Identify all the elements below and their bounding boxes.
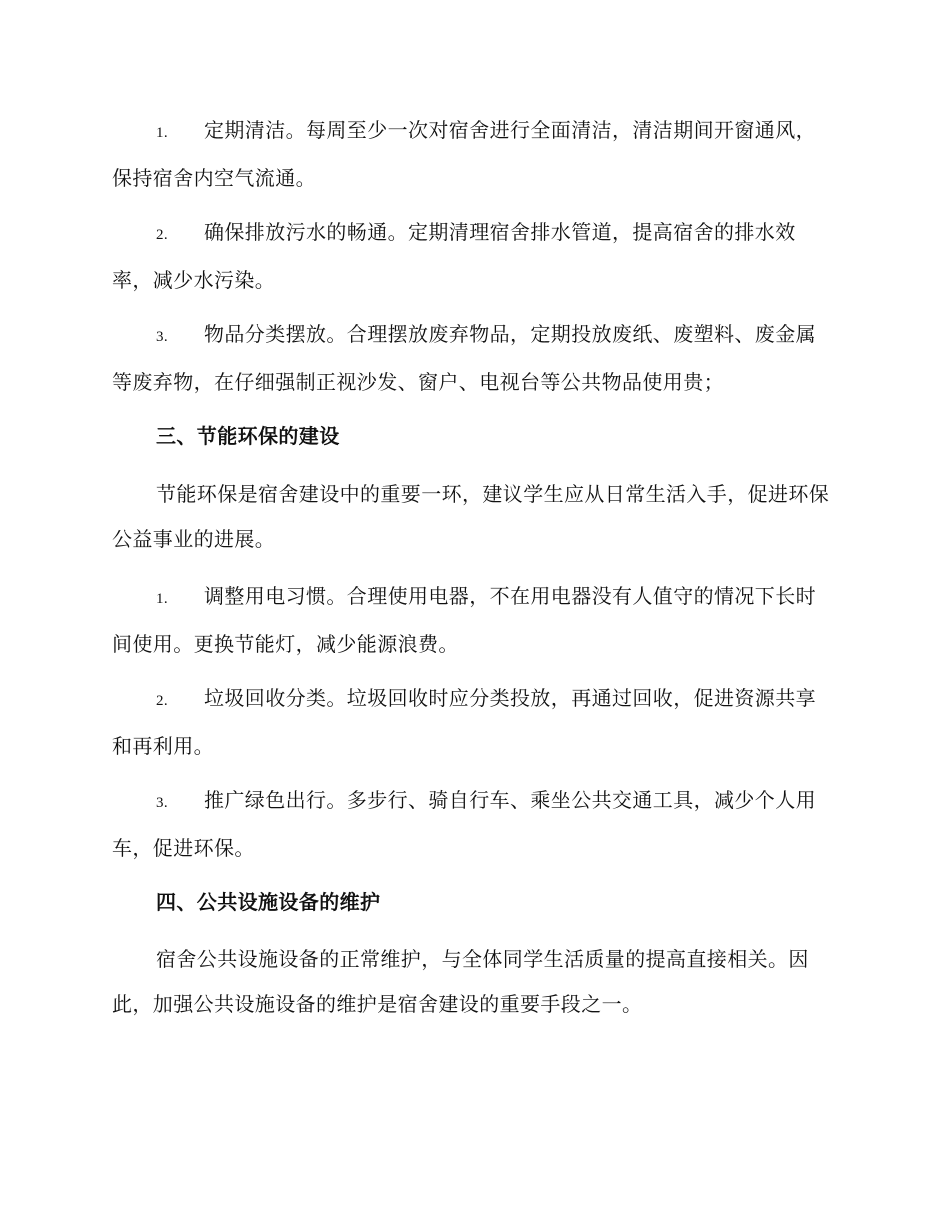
list-item-text: 垃圾回收分类。垃圾回收时应分类投放，再通过回收，促进资源共享和再利用。 (112, 686, 816, 758)
list-item (112, 574, 832, 667)
list-number: 2. (156, 227, 169, 243)
list-item (112, 210, 832, 303)
list-item (112, 778, 832, 871)
list-number: 3. (156, 795, 169, 811)
list-item-text: 物品分类摆放。合理摆放废弃物品，定期投放废纸、废塑料、废金属等废弃物，在仔细强制正视沙发、窗户、电视台等公共物品使用贵； (112, 322, 816, 394)
list-number: 2. (156, 693, 169, 709)
section-heading: 三、节能环保的建设 (156, 424, 340, 448)
list-item-text: 调整用电习惯。合理使用电器，不在用电器没有人值守的情况下长时间使用。更换节能灯，减少能源浪费。 (112, 584, 816, 656)
section-intro-paragraph: 宿舍公共设施设备的正常维护，与全体同学生活质量的提高直接相关。因此，加强公共设施设备的维护是宿舍建设的重要手段之一。 (112, 947, 809, 1016)
list-item-text: 推广绿色出行。多步行、骑自行车、乘坐公共交通工具，减少个人用车，促进环保。 (112, 788, 816, 860)
list-number: 3. (156, 329, 169, 345)
section-heading: 四、公共设施设备的维护 (156, 890, 381, 914)
list-item (112, 312, 832, 405)
list-number: 1. (156, 591, 169, 607)
section-intro-paragraph: 节能环保是宿舍建设中的重要一环，建议学生应从日常生活入手，促进环保公益事业的进展。 (112, 482, 830, 551)
list-item (112, 108, 832, 201)
list-number: 1. (156, 125, 169, 141)
list-item-text: 确保排放污水的畅通。定期清理宿舍排水管道，提高宿舍的排水效率，减少水污染。 (112, 220, 796, 292)
list-item (112, 676, 832, 769)
list-item-text: 定期清洁。每周至少一次对宿舍进行全面清洁，清洁期间开窗通风，保持宿舍内空气流通。 (112, 118, 816, 190)
